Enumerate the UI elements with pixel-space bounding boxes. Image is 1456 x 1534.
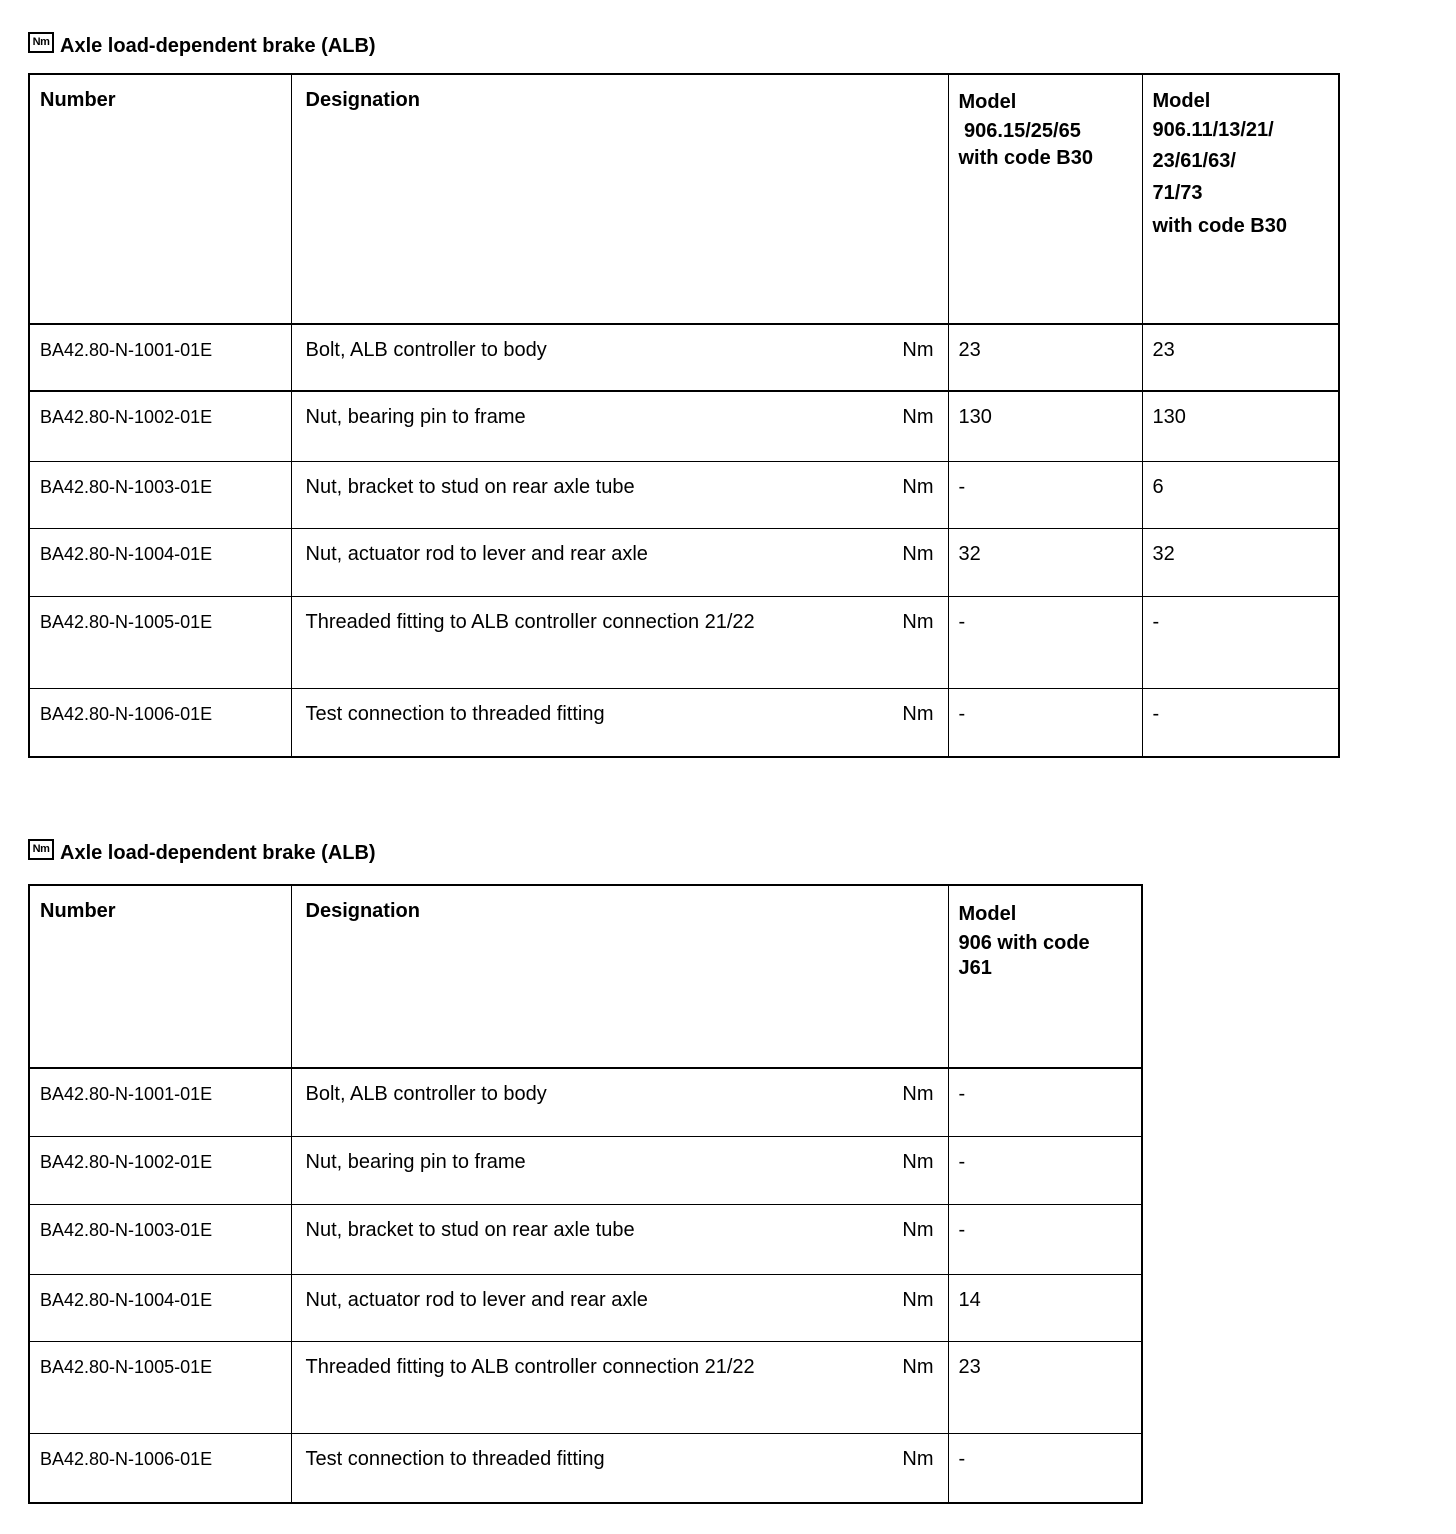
cell-number: BA42.80-N-1002-01E	[29, 1136, 291, 1204]
cell-designation: Nut, bracket to stud on rear axle tube Nm	[291, 461, 948, 528]
cell-value: 32	[1142, 528, 1339, 596]
cell-value: 32	[948, 528, 1142, 596]
table-row	[29, 1068, 1142, 1136]
cell-number: BA42.80-N-1003-01E	[29, 1204, 291, 1274]
cell-number: BA42.80-N-1004-01E	[29, 1274, 291, 1341]
cell-designation: Threaded fitting to ALB controller connection 21/22 Nm	[291, 1341, 948, 1433]
table-row	[29, 1433, 1142, 1503]
cell-value: -	[948, 1433, 1142, 1503]
table-row	[29, 688, 1339, 757]
cell-value: -	[948, 1068, 1142, 1136]
cell-value: -	[1142, 596, 1339, 688]
table-row	[29, 1136, 1142, 1204]
cell-value: 130	[1142, 391, 1339, 461]
unit-label: Nm	[902, 1083, 934, 1105]
cell-value: -	[948, 461, 1142, 528]
nm-icon: Nm	[28, 32, 54, 53]
unit-label: Nm	[902, 339, 934, 361]
cell-number: BA42.80-N-1001-01E	[29, 324, 291, 391]
header-designation: Designation	[291, 74, 948, 324]
header-model-2: Model 906.11/13/21/ 23/61/63/ 71/73 with code B30	[1142, 74, 1339, 324]
cell-value: 14	[948, 1274, 1142, 1341]
unit-label: Nm	[902, 406, 934, 428]
cell-value: 23	[1142, 324, 1339, 391]
cell-value: 6	[1142, 461, 1339, 528]
cell-number: BA42.80-N-1003-01E	[29, 461, 291, 528]
header-model-1: Model 906.15/25/65 with code B30	[948, 74, 1142, 324]
cell-number: BA42.80-N-1006-01E	[29, 1433, 291, 1503]
cell-designation: Bolt, ALB controller to body Nm	[291, 1068, 948, 1136]
unit-label: Nm	[902, 1150, 934, 1173]
table-row	[29, 1274, 1142, 1341]
unit-label: Nm	[902, 610, 934, 633]
table-row	[29, 1341, 1142, 1433]
cell-number: BA42.80-N-1005-01E	[29, 1341, 291, 1433]
table-header-row	[29, 885, 1142, 1068]
section-title	[28, 840, 1143, 866]
cell-value: 23	[948, 1341, 1142, 1433]
cell-designation: Nut, bearing pin to frame Nm	[291, 1136, 948, 1204]
table-row	[29, 391, 1339, 461]
cell-value: -	[948, 596, 1142, 688]
unit-label: Nm	[902, 1355, 934, 1378]
header-number: Number	[29, 885, 291, 1068]
section-title	[28, 33, 1340, 59]
cell-value: -	[948, 1204, 1142, 1274]
nm-icon: Nm	[28, 839, 54, 860]
cell-designation: Test connection to threaded fitting Nm	[291, 688, 948, 757]
cell-number: BA42.80-N-1002-01E	[29, 391, 291, 461]
unit-label: Nm	[902, 475, 934, 498]
cell-value: -	[1142, 688, 1339, 757]
table-row	[29, 324, 1339, 391]
unit-label: Nm	[902, 1288, 934, 1311]
cell-value: 23	[948, 324, 1142, 391]
header-model-1: Model 906 with code J61	[948, 885, 1142, 1068]
cell-value: -	[948, 688, 1142, 757]
torque-section-2	[28, 840, 1143, 1504]
section-title-text: Axle load-dependent brake (ALB)	[60, 841, 376, 864]
table-header-row	[29, 74, 1339, 324]
cell-designation: Bolt, ALB controller to body Nm	[291, 324, 948, 391]
unit-label: Nm	[902, 702, 934, 725]
cell-number: BA42.80-N-1005-01E	[29, 596, 291, 688]
cell-value: -	[948, 1136, 1142, 1204]
cell-designation: Nut, actuator rod to lever and rear axle Nm	[291, 528, 948, 596]
cell-designation: Nut, bearing pin to frame Nm	[291, 391, 948, 461]
torque-table	[28, 73, 1340, 758]
section-title-text: Axle load-dependent brake (ALB)	[60, 34, 376, 57]
torque-table	[28, 884, 1143, 1504]
cell-value: 130	[948, 391, 1142, 461]
cell-designation: Test connection to threaded fitting Nm	[291, 1433, 948, 1503]
table-row	[29, 461, 1339, 528]
cell-designation: Nut, bracket to stud on rear axle tube Nm	[291, 1204, 948, 1274]
table-row	[29, 528, 1339, 596]
unit-label: Nm	[902, 1218, 934, 1241]
header-number: Number	[29, 74, 291, 324]
unit-label: Nm	[902, 1447, 934, 1470]
cell-designation: Threaded fitting to ALB controller connection 21/22 Nm	[291, 596, 948, 688]
unit-label: Nm	[902, 542, 934, 565]
header-designation: Designation	[291, 885, 948, 1068]
table-row	[29, 596, 1339, 688]
cell-number: BA42.80-N-1001-01E	[29, 1068, 291, 1136]
table-row	[29, 1204, 1142, 1274]
torque-section-1	[28, 33, 1340, 758]
cell-designation: Nut, actuator rod to lever and rear axle Nm	[291, 1274, 948, 1341]
cell-number: BA42.80-N-1006-01E	[29, 688, 291, 757]
cell-number: BA42.80-N-1004-01E	[29, 528, 291, 596]
